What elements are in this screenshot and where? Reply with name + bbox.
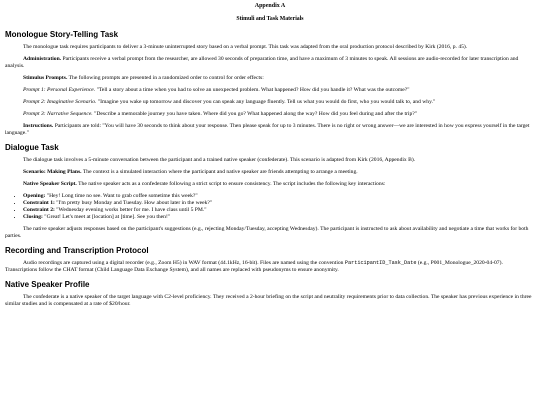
script-item-closing — [23, 214, 535, 221]
prompt-3-text: "Describe a memorable journey you have taken. Where did you go? What happened along the way? How did you feel during and after the trip?" — [92, 111, 418, 117]
recording-heading: Recording and Transcription Protocol — [5, 246, 149, 255]
script-item-text: "Wednesday evening works better for me. I have class until 5 PM." — [54, 207, 207, 213]
appendix-title: Appendix A — [254, 3, 286, 9]
prompt-3-label: Prompt 3: Narrative Sequence. — [23, 111, 93, 117]
scenario-paragraph — [5, 169, 535, 176]
prompt-2 — [5, 99, 535, 106]
recording-text-after: (e.g., P001_Monologue_2020-04-07). Transcriptions follow the CHAT format (Child Language Data Exchange System), and all names are replaced with pseudonyms to ensure anonymity. — [5, 260, 503, 273]
script-item-opening — [23, 193, 535, 200]
dialogue-intro: The dialogue task involves a 5-minute conversation between the participant and a trained native speaker (confederate). This scenario is adapted from Kirk (2016, Appendix B). — [23, 157, 416, 163]
profile-heading: Native Speaker Profile — [5, 280, 90, 289]
administration-label: Administration. — [23, 56, 62, 62]
instructions-label: Instructions. — [23, 123, 54, 129]
dialogue-heading: Dialogue Task — [5, 143, 59, 152]
script-text: The native speaker acts as a confederate following a strict script to ensure consistency. The script includes the following key interactions: — [76, 181, 386, 187]
script-item-text: "Great! Let's meet at [location] at [time]. See you then!" — [42, 214, 171, 220]
script-item-text: "I'm pretty busy Monday and Tuesday. How about later in the week?" — [54, 200, 213, 206]
prompt-2-text: "Imagine you wake up tomorrow and discover you can speak any language fluently. Tell us what you would do first, who you would talk to, and why." — [96, 99, 436, 105]
stimulus-text: The following prompts are presented in a randomized order to control for order effects: — [67, 75, 264, 81]
recording-text-before: Audio recordings are captured using a digital recorder (e.g., Zoom H5) in WAV format (44.1kHz, 16-bit). Files are named using the convention — [23, 260, 345, 266]
file-naming-convention: ParticipantID_Task_Date — [344, 260, 417, 266]
dialogue-outro: The native speaker adjusts responses based on the participant's suggestions (e.g., rejecting Monday/Tuesday, accepting Wednesday). The participant is instructed to ask about availability and negotiate a time that works for both parties. — [5, 226, 529, 239]
stimulus-paragraph — [5, 75, 535, 82]
script-item-constraint-1 — [23, 200, 535, 207]
script-item-label: Opening: — [23, 193, 46, 199]
monologue-intro: The monologue task requires participants to deliver a 3-minute uninterrupted story based on a verbal prompt. This task was adapted from the oral production protocol described by Kirk (2016, p. 45). — [23, 44, 468, 50]
script-list — [5, 193, 535, 221]
instructions-paragraph — [5, 123, 535, 137]
prompt-1-label: Prompt 1: Personal Experience. — [23, 87, 96, 93]
script-item-text: "Hey! Long time no see. Want to grab coffee sometime this week?" — [45, 193, 198, 199]
prompt-1 — [5, 87, 535, 94]
script-label: Native Speaker Script. — [23, 181, 77, 187]
script-item-label: Constraint 2: — [23, 207, 55, 213]
profile-paragraph: The confederate is a native speaker of the target language with C2-level proficiency. They received a 2-hour briefing on the script and neutrality requirements prior to data collection. The speaker has previous experience in three similar studies and is compensated at a rate of $20/hour. — [5, 294, 532, 307]
prompt-2-label: Prompt 2: Imaginative Scenario. — [23, 99, 97, 105]
script-item-constraint-2 — [23, 207, 535, 214]
script-paragraph — [5, 181, 535, 188]
recording-section — [5, 246, 535, 274]
monologue-section — [5, 30, 535, 137]
instructions-text: Participants are told: "You will have 30 seconds to think about your response. Then please speak for up to 3 minutes. There is no right or wrong answer—we are interested in how you express yourself in the target language." — [5, 123, 530, 136]
scenario-text: The context is a simulated interaction where the participant and native speaker are friends attempting to arrange a meeting. — [81, 169, 358, 175]
script-item-label: Constraint 1: — [23, 200, 55, 206]
administration-paragraph — [5, 56, 535, 70]
dialogue-section — [5, 143, 535, 240]
administration-text: Participants receive a verbal prompt from the researcher, are allowed 30 seconds of preparation time, and have a maximum of 3 minutes to speak. All sessions are audio-recorded for later transcription and analysis. — [5, 56, 519, 69]
profile-section — [5, 280, 535, 308]
recording-paragraph — [5, 260, 535, 274]
prompt-1-text: "Tell a story about a time when you had to solve an unexpected problem. What happened? How did you handle it? What was the outcome?" — [95, 87, 410, 93]
stimulus-label: Stimulus Prompts. — [23, 75, 68, 81]
appendix-subtitle: Stimuli and Task Materials — [236, 16, 304, 22]
prompt-3 — [5, 111, 535, 118]
scenario-label: Scenario: Making Plans. — [23, 169, 82, 175]
monologue-heading: Monologue Story-Telling Task — [5, 30, 119, 39]
script-item-label: Closing: — [23, 214, 43, 220]
